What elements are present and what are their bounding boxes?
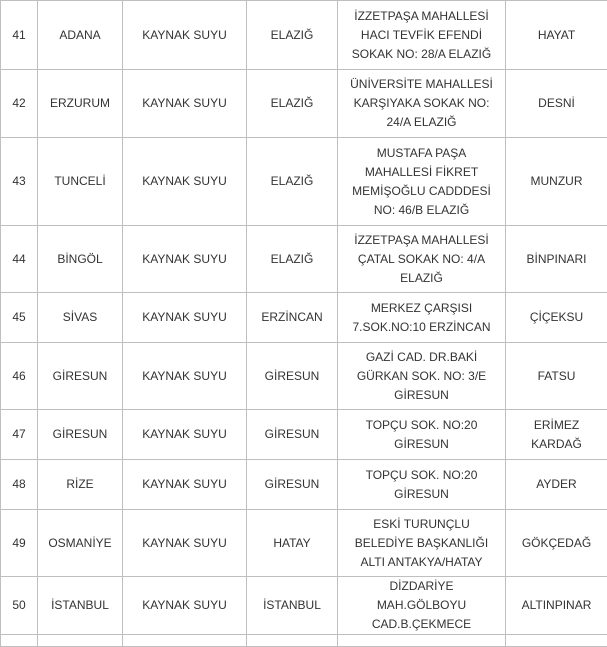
water-type-cell: KAYNAK SUYU bbox=[123, 343, 247, 410]
city-cell: TUNCELİ bbox=[38, 138, 123, 226]
brand-cell: ERİMEZ KARDAĞ bbox=[506, 410, 607, 460]
address-cell: MERKEZ ÇARŞISI 7.SOK.NO:10 ERZİNCAN bbox=[338, 293, 506, 343]
city-cell: SİVAS bbox=[38, 293, 123, 343]
water-type-cell: KAYNAK SUYU bbox=[123, 138, 247, 226]
address-cell: MUSTAFA PAŞA MAHALLESİ FİKRET MEMİŞOĞLU CADDDESİ NO: 46/B ELAZIĞ bbox=[338, 138, 506, 226]
brand-cell bbox=[506, 635, 607, 647]
row-number: 48 bbox=[1, 460, 38, 510]
address-cell: TOPÇU SOK. NO:20 GİRESUN bbox=[338, 410, 506, 460]
water-type-cell bbox=[123, 635, 247, 647]
address-cell: İZZETPAŞA MAHALLESİ HACI TEVFİK EFENDİ SOKAK NO: 28/A ELAZIĞ bbox=[338, 1, 506, 70]
producer-city-cell: ELAZIĞ bbox=[247, 70, 338, 138]
table-row bbox=[1, 226, 607, 293]
table-row bbox=[1, 410, 607, 460]
water-type-cell: KAYNAK SUYU bbox=[123, 293, 247, 343]
row-number: 47 bbox=[1, 410, 38, 460]
producer-city-cell bbox=[247, 635, 338, 647]
table-row bbox=[1, 510, 607, 577]
row-number bbox=[1, 635, 38, 647]
water-type-cell: KAYNAK SUYU bbox=[123, 460, 247, 510]
address-cell: İZZETPAŞA MAHALLESİ ÇATAL SOKAK NO: 4/A ELAZIĞ bbox=[338, 226, 506, 293]
brand-cell: MUNZUR bbox=[506, 138, 607, 226]
table-row bbox=[1, 293, 607, 343]
producer-city-cell: GİRESUN bbox=[247, 343, 338, 410]
water-type-cell: KAYNAK SUYU bbox=[123, 1, 247, 70]
brand-cell: GÖKÇEDAĞ bbox=[506, 510, 607, 577]
table-row bbox=[1, 1, 607, 70]
table-row bbox=[1, 343, 607, 410]
row-number: 46 bbox=[1, 343, 38, 410]
producer-city-cell: GİRESUN bbox=[247, 460, 338, 510]
row-number: 50 bbox=[1, 577, 38, 635]
table-row bbox=[1, 577, 607, 635]
city-cell bbox=[38, 635, 123, 647]
city-cell: RİZE bbox=[38, 460, 123, 510]
city-cell: ADANA bbox=[38, 1, 123, 70]
address-cell: ÜNİVERSİTE MAHALLESİ KARŞIYAKA SOKAK NO: 24/A ELAZIĞ bbox=[338, 70, 506, 138]
producer-city-cell: İSTANBUL bbox=[247, 577, 338, 635]
brand-cell: ÇİÇEKSU bbox=[506, 293, 607, 343]
address-cell: ESKİ TURUNÇLU BELEDİYE BAŞKANLIĞI ALTI ANTAKYA/HATAY bbox=[338, 510, 506, 577]
row-number: 43 bbox=[1, 138, 38, 226]
water-type-cell: KAYNAK SUYU bbox=[123, 70, 247, 138]
producer-city-cell: ELAZIĞ bbox=[247, 138, 338, 226]
water-type-cell: KAYNAK SUYU bbox=[123, 577, 247, 635]
table-row-partial bbox=[1, 635, 607, 647]
producer-city-cell: ELAZIĞ bbox=[247, 226, 338, 293]
brand-cell: BİNPINARI bbox=[506, 226, 607, 293]
city-cell: GİRESUN bbox=[38, 343, 123, 410]
brand-cell: HAYAT bbox=[506, 1, 607, 70]
city-cell: ERZURUM bbox=[38, 70, 123, 138]
brand-cell: DESNİ bbox=[506, 70, 607, 138]
table-row bbox=[1, 70, 607, 138]
producer-city-cell: GİRESUN bbox=[247, 410, 338, 460]
row-number: 41 bbox=[1, 1, 38, 70]
city-cell: GİRESUN bbox=[38, 410, 123, 460]
brand-cell: ALTINPINAR bbox=[506, 577, 607, 635]
table-body bbox=[1, 1, 607, 647]
row-number: 44 bbox=[1, 226, 38, 293]
address-cell: DİZDARİYE MAH.GÖLBOYU CAD.B.ÇEKMECE bbox=[338, 577, 506, 635]
producer-city-cell: ELAZIĞ bbox=[247, 1, 338, 70]
producer-city-cell: ERZİNCAN bbox=[247, 293, 338, 343]
row-number: 45 bbox=[1, 293, 38, 343]
table-row bbox=[1, 460, 607, 510]
city-cell: OSMANİYE bbox=[38, 510, 123, 577]
row-number: 42 bbox=[1, 70, 38, 138]
water-type-cell: KAYNAK SUYU bbox=[123, 510, 247, 577]
brand-cell: AYDER bbox=[506, 460, 607, 510]
water-type-cell: KAYNAK SUYU bbox=[123, 226, 247, 293]
address-cell: GAZİ CAD. DR.BAKİ GÜRKAN SOK. NO: 3/E GİRESUN bbox=[338, 343, 506, 410]
table-row bbox=[1, 138, 607, 226]
address-cell: TOPÇU SOK. NO:20 GİRESUN bbox=[338, 460, 506, 510]
brand-cell: FATSU bbox=[506, 343, 607, 410]
water-type-cell: KAYNAK SUYU bbox=[123, 410, 247, 460]
city-cell: BİNGÖL bbox=[38, 226, 123, 293]
city-cell: İSTANBUL bbox=[38, 577, 123, 635]
producer-city-cell: HATAY bbox=[247, 510, 338, 577]
address-cell bbox=[338, 635, 506, 647]
row-number: 49 bbox=[1, 510, 38, 577]
